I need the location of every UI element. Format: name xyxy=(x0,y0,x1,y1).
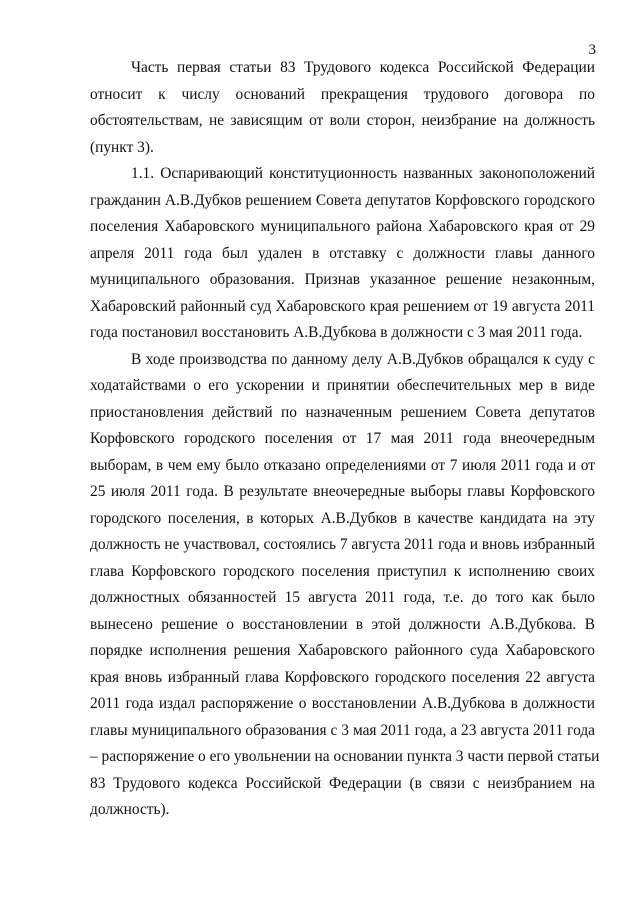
text-line: глава Корфовского городского поселения приступил к исполнению своих xyxy=(90,562,595,580)
text-line: должность). xyxy=(90,801,170,818)
paragraph-1-1 xyxy=(90,161,595,347)
text-line: года постановил восстановить А.В.Дубкова в должности с 3 мая 2011 года. xyxy=(90,324,583,341)
text-line: муниципального образования. Признав указанное решение незаконным, xyxy=(90,271,595,288)
text-line: обстоятельствам, не зависящим от воли сторон, неизбрание на должность xyxy=(90,112,595,129)
text-line: гражданин А.В.Дубков решением Совета депутатов Корфовского городского xyxy=(90,191,595,209)
text-line: порядке исполнения решения Хабаровского районного суда Хабаровского xyxy=(90,642,595,659)
page-number: 3 xyxy=(588,42,596,58)
text-line: относит к числу оснований прекращения трудового договора по xyxy=(90,85,595,103)
text-line: приостановления действий по назначенным решением Совета депутатов xyxy=(90,403,595,421)
text-line: 2011 года издал распоряжение о восстановлении А.В.Дубкова в должности xyxy=(90,695,595,712)
text-line: 83 Трудового кодекса Российской Федерации (в связи с неизбранием на xyxy=(90,774,595,792)
text-line: вынесено решение о восстановлении в этой должности А.В.Дубкова. В xyxy=(90,615,595,633)
text-line: должностных обязанностей 15 августа 2011 года, т.е. до того как было xyxy=(90,589,595,606)
text-line: выборам, в чем ему было отказано определениями от 7 июля 2011 года и от xyxy=(90,456,595,474)
text-line: Корфовского городского поселения от 17 мая 2011 года внеочередным xyxy=(90,430,595,447)
text-line: 25 июля 2011 года. В результате внеочередные выборы главы Корфовского xyxy=(90,483,595,500)
text-line: должность не участвовал, состоялись 7 августа 2011 года и вновь избранный xyxy=(90,536,595,553)
document-body xyxy=(90,55,600,824)
text-line: (пункт 3). xyxy=(90,138,154,156)
text-line: Хабаровский районный суд Хабаровского края решением от 19 августа 2011 xyxy=(90,297,595,315)
paragraph-article-83 xyxy=(90,55,595,161)
text-line: поселения Хабаровского муниципального района Хабаровского края от 29 xyxy=(90,218,595,235)
text-line: Часть первая статьи 83 Трудового кодекса Российской Федерации xyxy=(131,59,595,76)
text-line: края вновь избранный глава Корфовского городского поселения 22 августа xyxy=(90,668,595,686)
text-line: ходатайствами о его ускорении и принятии обеспечительных мер в виде xyxy=(90,377,595,394)
text-line: В ходе производства по данному делу А.В.Дубков обращался к суду с xyxy=(131,350,595,368)
text-line: 1.1. Оспаривающий конституционность названных законоположений xyxy=(131,165,595,182)
text-line: апреля 2011 года был удален в отставку с должности главы данного xyxy=(90,244,595,262)
text-line: – распоряжение о его увольнении на основании пункта 3 части первой статьи xyxy=(90,748,600,765)
text-line: главы муниципального образования с 3 мая 2011 года, а 23 августа 2011 года xyxy=(90,721,595,739)
text-line: городского поселения, в которых А.В.Дубков в качестве кандидата на эту xyxy=(90,509,595,527)
paragraph-proceedings xyxy=(90,347,600,824)
